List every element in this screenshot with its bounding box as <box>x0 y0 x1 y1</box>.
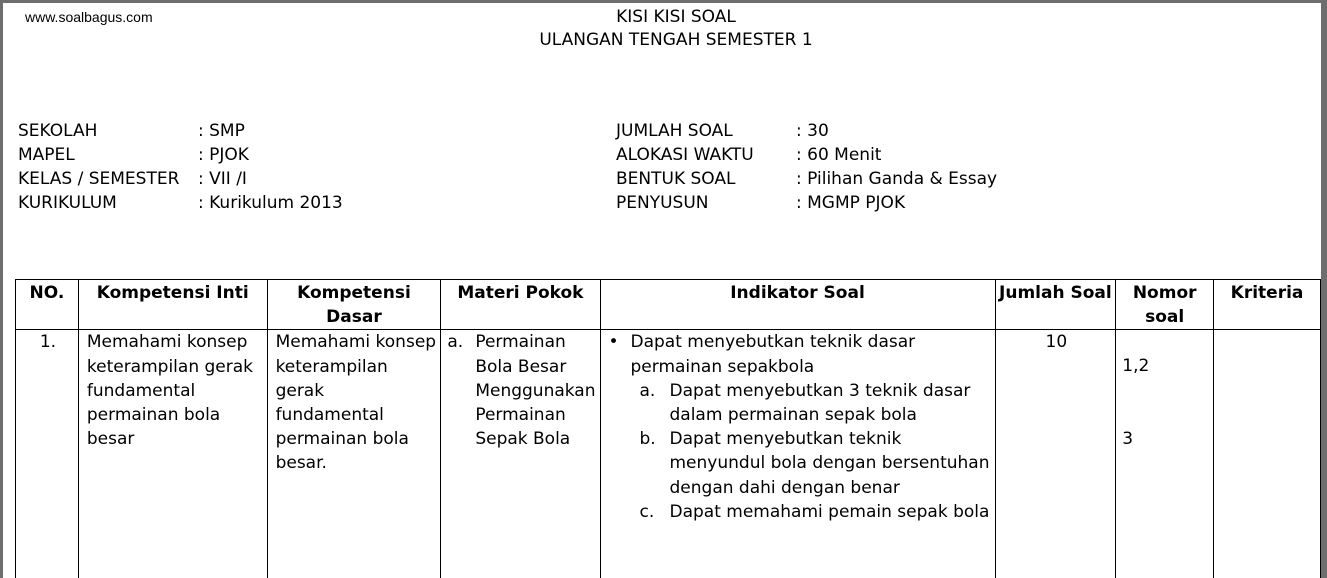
indikator-sub-item-c <box>640 500 991 524</box>
info-label: JUMLAH SOAL <box>616 121 733 141</box>
cell-nomor-soal <box>1116 330 1214 578</box>
indikator-sub-text: Dapat menyebutkan 3 teknik dasar dalam permainan sepak bola <box>669 380 971 426</box>
indikator-sub-text: Dapat memahami pemain sepak bola <box>669 501 990 522</box>
cell-no: 1. <box>16 330 79 578</box>
info-label: SEKOLAH <box>18 121 98 141</box>
indikator-sub-item-a <box>640 379 991 427</box>
info-row-sekolah <box>18 119 343 143</box>
header-jumlah-soal: Jumlah Soal <box>995 280 1116 330</box>
info-left-block <box>18 119 343 215</box>
info-label: PENYUSUN <box>616 193 709 213</box>
cell-kompetensi-dasar: Memahami konsep keterampilan gerak fundamental permainan bola besar. <box>267 330 441 578</box>
header-no: NO. <box>16 280 79 330</box>
header-kompetensi-inti: Kompetensi Inti <box>78 280 267 330</box>
website-watermark: www.soalbagus.com <box>25 9 153 25</box>
materi-pokok-item <box>447 330 595 451</box>
header-kriteria: Kriteria <box>1214 280 1321 330</box>
kisi-kisi-table <box>15 279 1321 578</box>
info-value: : Kurikulum 2013 <box>198 193 343 213</box>
info-value: : MGMP PJOK <box>796 193 906 213</box>
document-title: KISI KISI SOAL <box>616 7 736 27</box>
info-row-bentuk-soal <box>616 167 997 191</box>
info-right-block <box>616 119 997 215</box>
info-label: KURIKULUM <box>18 193 117 213</box>
indikator-main-text: Dapat menyebutkan teknik dasar permainan sepakbola <box>630 332 916 377</box>
list-marker: a. <box>639 380 656 401</box>
cell-materi-pokok <box>441 330 600 578</box>
document-page <box>3 3 1321 578</box>
info-value: : 60 Menit <box>796 145 882 165</box>
cell-jumlah-soal: 10 <box>995 330 1116 578</box>
info-value: : 30 <box>796 121 829 141</box>
info-value: : SMP <box>198 121 245 141</box>
cell-kriteria <box>1214 330 1321 578</box>
info-value: : PJOK <box>198 145 249 165</box>
header-nomor-soal: Nomor soal <box>1116 280 1214 330</box>
header-indikator-soal: Indikator Soal <box>600 280 995 330</box>
info-row-mapel <box>18 143 343 167</box>
list-marker: b. <box>639 429 656 450</box>
indikator-main-item <box>607 330 991 378</box>
bullet-icon: • <box>608 332 619 353</box>
info-label: MAPEL <box>18 145 75 165</box>
indikator-sub-item-b <box>640 427 991 500</box>
info-label: BENTUK SOAL <box>616 169 736 189</box>
info-label: KELAS / SEMESTER <box>18 169 180 189</box>
header-materi-pokok: Materi Pokok <box>441 280 600 330</box>
header-kompetensi-dasar: Kompetensi Dasar <box>267 280 441 330</box>
list-marker: c. <box>639 501 655 522</box>
info-value: : Pilihan Ganda & Essay <box>796 169 998 189</box>
document-subtitle: ULANGAN TENGAH SEMESTER 1 <box>539 30 813 50</box>
materi-pokok-text: Permainan Bola Besar Menggunakan Permainan Sepak Bola <box>475 332 596 450</box>
info-row-jumlah-soal <box>616 119 997 143</box>
table-header-row <box>16 280 1321 330</box>
cell-indikator-soal <box>600 330 995 578</box>
info-row-kelas-semester <box>18 167 343 191</box>
info-row-kurikulum <box>18 191 343 215</box>
info-row-penyusun <box>616 191 997 215</box>
info-row-alokasi-waktu <box>616 143 997 167</box>
info-value: : VII /I <box>198 169 247 189</box>
nomor-soal-value: 1,2 <box>1122 356 1150 377</box>
indikator-sub-text: Dapat menyebutkan teknik menyundul bola dengan bersentuhan dengan dahi dengan benar <box>669 429 990 498</box>
nomor-soal-value: 3 <box>1122 428 1134 449</box>
info-label: ALOKASI WAKTU <box>616 145 754 165</box>
table-row <box>16 330 1321 578</box>
cell-kompetensi-inti: Memahami konsep keterampilan gerak fundamental permainan bola besar <box>78 330 267 578</box>
list-marker: a. <box>447 332 464 353</box>
